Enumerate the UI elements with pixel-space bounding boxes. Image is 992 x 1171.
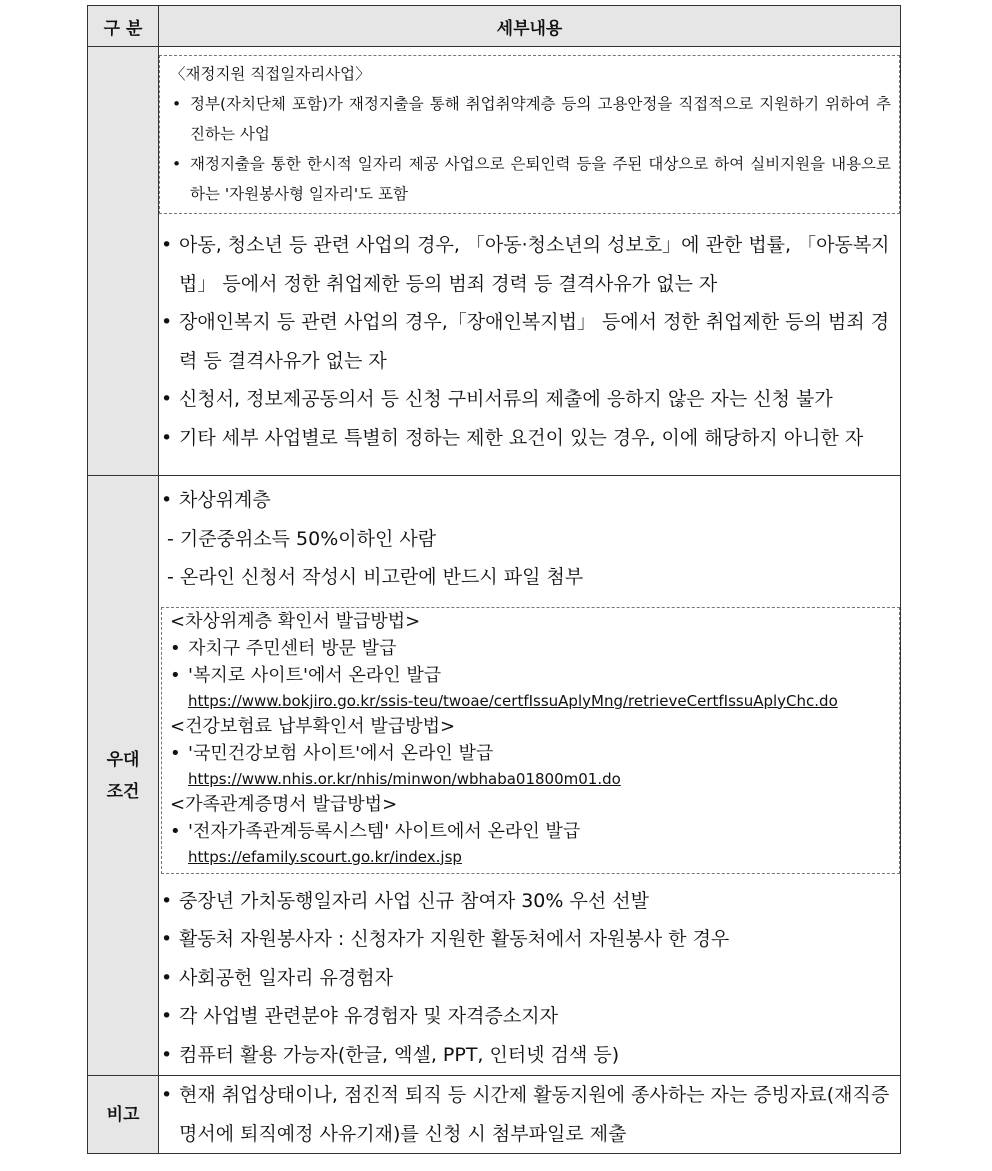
bullet-item: • 장애인복지 등 관련 사업의 경우,「장애인복지법」 등에서 정한 취업제한 등의 범죄 경력 등 결격사유가 없는 자 (159, 303, 900, 380)
label-line: 조건 (106, 781, 140, 802)
eligibility-table (87, 5, 901, 1154)
preference-bullets (159, 882, 900, 1075)
box-item: • '국민건강보험 사이트'에서 온라인 발급 (170, 740, 893, 767)
row-restrictions-content (159, 47, 901, 476)
bullet-item: • 활동처 자원봉사자 : 신청자가 지원한 활동처에서 자원봉사 한 경우 (159, 920, 900, 959)
row-restrictions-label (88, 47, 159, 476)
label-line: 우대 (106, 749, 140, 770)
box-list (170, 89, 891, 209)
box-title: 〈재정지원 직접일자리사업〉 (170, 65, 371, 83)
efamily-link[interactable]: https://efamily.scourt.go.kr/index.jsp (188, 847, 462, 866)
row-preferences-content (159, 476, 901, 1076)
header-details: 세부내용 (159, 6, 901, 47)
bokjiro-link[interactable]: https://www.bokjiro.go.kr/ssis-teu/twoae/certfIssuAplyMng/retrieveCertfIssuAplyChc.do (188, 691, 838, 710)
header-row (88, 6, 901, 47)
bullet-item: • 사회공헌 일자리 유경험자 (159, 959, 900, 998)
dash-item: - 기준중위소득 50%이하인 사람 (167, 527, 437, 550)
document-issuance-box (161, 607, 900, 874)
nhis-link[interactable]: https://www.nhis.or.kr/nhis/minwon/wbhaba01800m01.do (188, 769, 621, 788)
header-category: 구 분 (88, 6, 159, 47)
bullet-item: • 컴퓨터 활용 가능자(한글, 엑셀, PPT, 인터넷 검색 등) (159, 1036, 900, 1075)
row-remarks-label: 비고 (88, 1076, 159, 1154)
bullet-item: • 아동, 청소년 등 관련 사업의 경우, 「아동·청소년의 성보호」에 관한 법률, 「아동복지법」 등에서 정한 취업제한 등의 범죄 경력 등 결격사유가 없는 자 (159, 226, 900, 303)
box-item: • '전자가족관계등록시스템' 사이트에서 온라인 발급 (170, 818, 893, 845)
box-heading: <차상위계층 확인서 발급방법> (170, 610, 421, 632)
bullet-item: • 중장년 가치동행일자리 사업 신규 참여자 30% 우선 선발 (159, 882, 900, 921)
row-remarks-content (159, 1076, 901, 1154)
direct-job-program-box (159, 55, 900, 214)
bullet-item: • 차상위계층 (159, 481, 900, 520)
dash-item: - 온라인 신청서 작성시 비고란에 반드시 파일 첨부 (167, 566, 584, 588)
box-item: • 정부(자치단체 포함)가 재정지출을 통해 취업취약계층 등의 고용안정을 직접적으로 지원하기 위하여 추진하는 사업 (170, 89, 891, 149)
bullet-item: • 기타 세부 사업별로 특별히 정하는 제한 요건이 있는 경우, 이에 해당하지 아니한 자 (159, 419, 900, 458)
box-item: • 재정지출을 통한 한시적 일자리 제공 사업으로 은퇴인력 등을 주된 대상으로 하여 실비지원을 내용으로 하는 '자원봉사형 일자리'도 포함 (170, 149, 891, 209)
row-restrictions (88, 47, 901, 476)
bullet-item: • 현재 취업상태이나, 점진적 퇴직 등 시간제 활동지원에 종사하는 자는 증빙자료(재직증명서에 퇴직예정 사유기재)를 신청 시 첨부파일로 제출 (159, 1076, 900, 1153)
row-preferences-label (88, 476, 159, 1076)
row-remarks (88, 1076, 901, 1154)
low-income-section (159, 481, 900, 597)
bullet-item: • 신청서, 정보제공동의서 등 신청 구비서류의 제출에 응하지 않은 자는 신청 불가 (159, 380, 900, 419)
row-preferences (88, 476, 901, 1076)
restriction-bullets (159, 226, 900, 457)
remarks-bullets (159, 1076, 900, 1153)
box-item: • '복지로 사이트'에서 온라인 발급 (170, 662, 893, 689)
bullet-item: • 각 사업별 관련분야 유경험자 및 자격증소지자 (159, 997, 900, 1036)
box-heading: <건강보험료 납부확인서 발급방법> (170, 715, 456, 737)
box-heading: <가족관계증명서 발급방법> (170, 793, 398, 815)
box-item: • 자치구 주민센터 방문 발급 (170, 635, 893, 662)
